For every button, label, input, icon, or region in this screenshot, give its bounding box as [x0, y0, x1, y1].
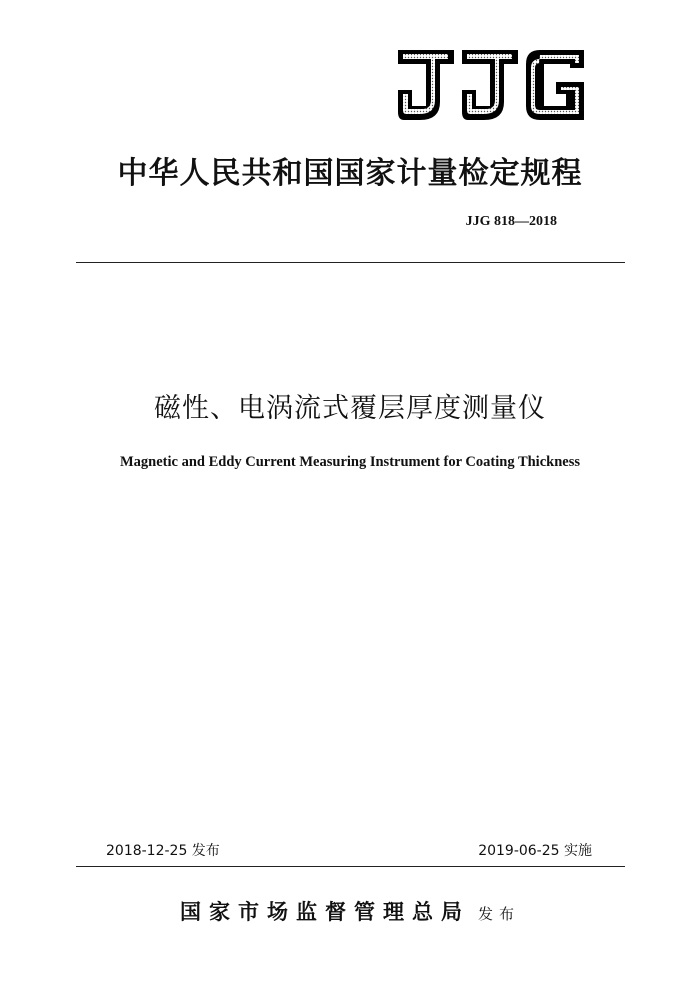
implementation-date: 2019-06-25 实施 — [478, 843, 592, 859]
publisher-name: 国家市场监督管理总局 — [179, 899, 470, 924]
top-divider — [76, 262, 625, 263]
publisher-suffix: 发布 — [477, 905, 520, 923]
issue-date: 2018-12-25 发布 — [106, 843, 220, 859]
publisher — [0, 896, 700, 926]
document-title-chinese: 磁性、电涡流式覆层厚度测量仪 — [154, 393, 546, 424]
logo-letter-g — [526, 50, 584, 120]
regulation-series-title: 中华人民共和国国家计量检定规程 — [117, 156, 583, 191]
logo-letter-j1 — [398, 50, 454, 120]
document-number: JJG 818—2018 — [465, 214, 557, 229]
document-title-english: Magnetic and Eddy Current Measuring Instrument for Coating Thickness — [119, 454, 580, 470]
logo-letter-j2 — [462, 50, 518, 120]
bottom-divider — [76, 866, 625, 867]
jjg-logo — [398, 50, 588, 122]
jjg-logo-graphic — [398, 50, 588, 122]
